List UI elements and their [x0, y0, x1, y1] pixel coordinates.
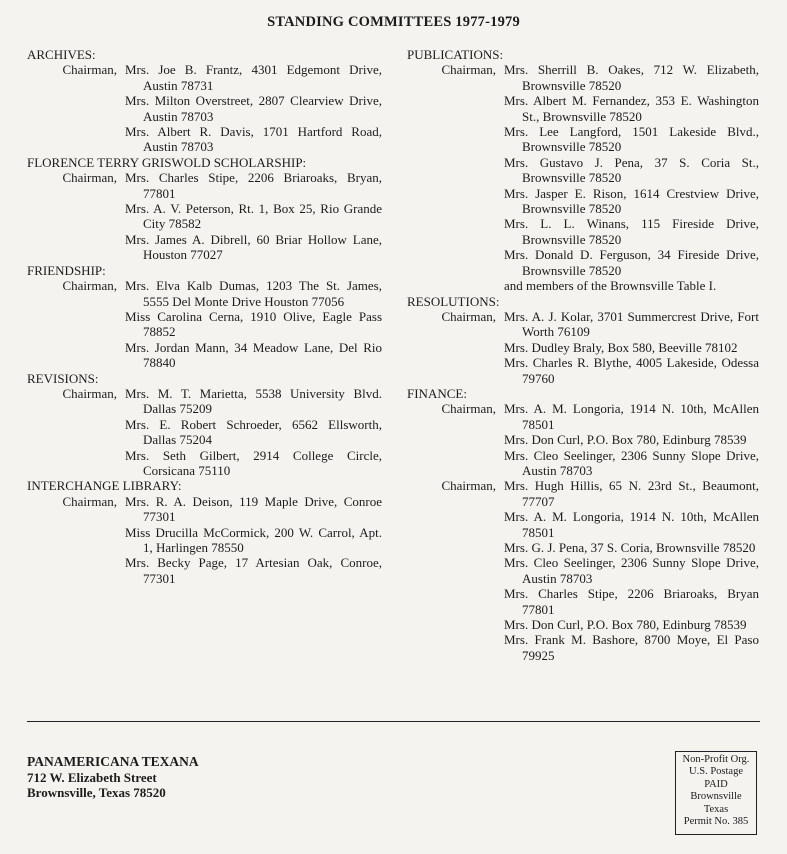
member-entry: Mrs. Joe B. Frantz, 4301 Edgemont Drive, Austin 78731 [125, 62, 382, 93]
committee-member-group [27, 386, 382, 478]
member-entry: Mrs. Jordan Mann, 34 Meadow Lane, Del Rio 78840 [125, 339, 382, 371]
member-entry: Mrs. G. J. Pena, 37 S. Coria, Brownsville 78520 [504, 540, 756, 555]
committee-section [407, 294, 759, 386]
member-list [125, 62, 382, 154]
committee-member-group [27, 278, 382, 370]
indicia-line: Permit No. 385 [683, 816, 749, 828]
committee-heading: REVISIONS: [27, 370, 99, 386]
member-entry: Mrs. Don Curl, P.O. Box 780, Edinburg 78539 [504, 617, 747, 633]
member-entry: Mrs. Cleo Seelinger, 2306 Sunny Slope Drive, Austin 78703 [504, 555, 759, 586]
committee-member-group [407, 309, 759, 386]
committee-heading: ARCHIVES: [27, 47, 96, 62]
left-column [27, 47, 382, 586]
member-entry: Mrs. R. A. Deison, 119 Maple Drive, Conroe 77301 [125, 493, 382, 525]
organization-name: PANAMERICANA TEXANA [27, 754, 199, 769]
member-entry: Miss Drucilla McCormick, 200 W. Carrol, Apt. 1, Harlingen 78550 [125, 524, 382, 555]
role-label: Chairman, [62, 278, 117, 294]
member-entry: Mrs. Seth Gilbert, 2914 College Circle, Corsicana 75110 [125, 447, 382, 478]
member-list [125, 278, 382, 370]
committee-section [27, 155, 382, 263]
committee-heading: PUBLICATIONS: [407, 47, 504, 62]
member-entry: Mrs. Albert R. Davis, 1701 Hartford Road, Austin 78703 [125, 124, 382, 155]
committee-note: and members of the Brownsville Table I. [504, 278, 717, 294]
member-entry: Mrs. A. M. Longoria, 1914 N. 10th, McAllen 78501 [504, 509, 759, 540]
committee-member-group [27, 62, 382, 154]
committee-member-group [407, 62, 759, 278]
member-entry: Mrs. Becky Page, 17 Artesian Oak, Conroe, 77301 [125, 555, 382, 586]
member-list [125, 494, 382, 586]
role-label: Chairman, [441, 62, 496, 78]
mailing-address [27, 754, 199, 801]
member-entry: Mrs. Charles Stipe, 2206 Briaroaks, Bryan 77801 [504, 586, 759, 617]
indicia-line: Brownsville [690, 791, 742, 803]
committee-heading: INTERCHANGE LIBRARY: [27, 478, 182, 494]
committee-heading: FRIENDSHIP: [27, 262, 106, 278]
committee-heading: FLORENCE TERRY GRISWOLD SCHOLARSHIP: [27, 154, 307, 170]
address-street: 712 W. Elizabeth Street [27, 769, 157, 785]
indicia-line: PAID [704, 778, 728, 790]
committee-section [27, 263, 382, 371]
member-entry: Mrs. Charles Stipe, 2206 Briaroaks, Bryan, 77801 [125, 170, 382, 201]
committee-section [27, 478, 382, 586]
member-list [504, 478, 759, 663]
role-label: Chairman, [62, 385, 117, 401]
member-list [125, 386, 382, 478]
member-entry: Mrs. A. V. Peterson, Rt. 1, Box 25, Rio Grande City 78582 [125, 201, 382, 232]
committee-section [407, 386, 759, 663]
member-entry: Miss Carolina Cerna, 1910 Olive, Eagle Pass 78852 [125, 308, 382, 340]
committee-member-group [407, 478, 759, 663]
committee-heading: RESOLUTIONS: [407, 293, 500, 309]
member-list [125, 170, 382, 262]
role-label: Chairman, [441, 308, 496, 324]
indicia-line: Texas [703, 803, 729, 815]
member-entry: Mrs. A. M. Longoria, 1914 N. 10th, McAllen 78501 [504, 401, 759, 432]
member-entry: Mrs. James A. Dibrell, 60 Briar Hollow Lane, Houston 77027 [125, 231, 382, 263]
member-entry: Mrs. Jasper E. Rison, 1614 Crestview Drive, Brownsville 78520 [504, 185, 759, 217]
role-label: Chairman, [441, 478, 496, 494]
member-entry: Mrs. Cleo Seelinger, 2306 Sunny Slope Drive, Austin 78703 [504, 447, 759, 478]
member-list [504, 62, 759, 278]
member-entry: Mrs. Dudley Braly, Box 580, Beeville 78102 [504, 339, 738, 355]
committee-section [27, 47, 382, 155]
member-entry: Mrs. Hugh Hillis, 65 N. 23rd St., Beaumont, 77707 [504, 478, 759, 509]
role-label: Chairman, [62, 493, 117, 509]
committee-member-group [407, 401, 759, 478]
member-entry: Mrs. Gustavo J. Pena, 37 S. Coria St., Brownsville 78520 [504, 154, 759, 186]
member-entry: Mrs. Don Curl, P.O. Box 780, Edinburg 78539 [504, 432, 747, 448]
address-city: Brownsville, Texas 78520 [27, 785, 166, 800]
member-entry: Mrs. A. J. Kolar, 3701 Summercrest Drive, Fort Worth 76109 [504, 308, 759, 340]
member-entry: Mrs. Milton Overstreet, 2807 Clearview Drive, Austin 78703 [125, 93, 382, 124]
page-title: STANDING COMMITTEES 1977-1979 [267, 14, 520, 30]
member-entry: Mrs. Frank M. Bashore, 8700 Moye, El Paso 79925 [504, 632, 759, 663]
member-entry: Mrs. Sherrill B. Oakes, 712 W. Elizabeth, Brownsville 78520 [504, 62, 759, 93]
committee-member-group [27, 494, 382, 586]
role-label: Chairman, [62, 62, 117, 78]
postage-indicia [675, 751, 757, 835]
member-entry: Mrs. L. L. Winans, 115 Fireside Drive, Brownsville 78520 [504, 216, 759, 247]
member-entry: Mrs. Albert M. Fernandez, 353 E. Washington St., Brownsville 78520 [504, 93, 759, 124]
member-entry: Mrs. Charles R. Blythe, 4005 Lakeside, Odessa 79760 [504, 355, 759, 386]
committee-section [27, 371, 382, 479]
right-column [407, 47, 759, 663]
member-list [504, 401, 759, 478]
committee-heading: FINANCE: [407, 385, 467, 401]
footer-divider [27, 721, 760, 722]
member-entry: Mrs. Elva Kalb Dumas, 1203 The St. James, 5555 Del Monte Drive Houston 77056 [125, 278, 382, 309]
role-label: Chairman, [441, 401, 496, 417]
member-entry: Mrs. M. T. Marietta, 5538 University Blvd. Dallas 75209 [125, 385, 382, 417]
member-entry: Mrs. E. Robert Schroeder, 6562 Ellsworth, Dallas 75204 [125, 416, 382, 448]
member-list [504, 309, 759, 386]
committee-section [407, 47, 759, 294]
member-entry: Mrs. Lee Langford, 1501 Lakeside Blvd., Brownsville 78520 [504, 124, 759, 155]
member-entry: Mrs. Donald D. Ferguson, 34 Fireside Drive, Brownsville 78520 [504, 247, 759, 278]
role-label: Chairman, [62, 170, 117, 186]
committee-member-group [27, 170, 382, 262]
indicia-line: Non-Profit Org. [682, 754, 750, 765]
indicia-line: U.S. Postage [689, 766, 743, 778]
